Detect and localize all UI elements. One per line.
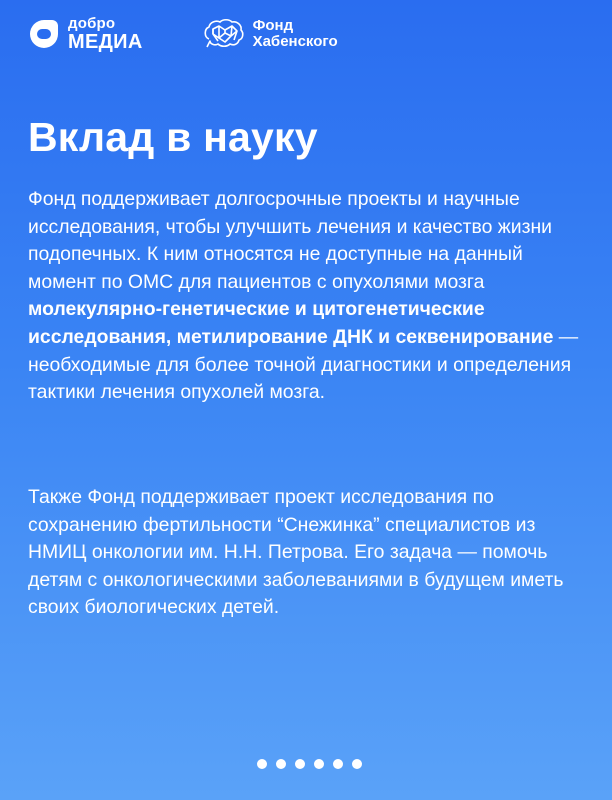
pagination-dot[interactable] — [276, 759, 286, 769]
brain-icon — [201, 17, 245, 51]
paragraph-1-text-after: — необходимые для более точной диагностики и определения тактики лечения опухолей мозга. — [28, 325, 579, 404]
pagination-dot[interactable] — [352, 759, 362, 769]
pagination-dot[interactable] — [314, 759, 324, 769]
fund-logo-line1: Фонд — [252, 17, 294, 35]
dobro-media-icon — [28, 18, 60, 50]
pagination-dot[interactable] — [333, 759, 343, 769]
pagination-dot[interactable] — [295, 759, 305, 769]
dobro-media-logo — [28, 16, 143, 52]
paragraph-1-text-before: Фонд поддерживает долгосрочные проекты и научные исследования, чтобы улучшить лечения и качество жизни подопечных. К ним относятся не доступные на данный момент по ОМС для пациентов с опухолями мозга — [28, 188, 553, 293]
paragraph-2: Также Фонд поддерживает проект исследования по сохранению фертильности “Снежинка” специалистов из НМИЦ онкологии им. Н.Н. Петрова. Его задача — помочь детям с онкологическими заболеваниями в будущем иметь своих биологических детей. — [28, 486, 564, 619]
paragraph-1-bold: молекулярно-генетические и цитогенетические исследования, метилирование ДНК и секвенирование — [28, 298, 554, 348]
dobro-logo-line2: МЕДИА — [68, 31, 143, 53]
khabensky-fund-logo — [201, 17, 338, 51]
pagination-dot[interactable] — [257, 759, 267, 769]
paragraph-1 — [28, 186, 588, 407]
header-logos — [28, 16, 338, 52]
slide-title: Вклад в науку — [28, 114, 318, 160]
pagination-dots — [257, 759, 362, 769]
fund-logo-line2: Хабенского — [252, 33, 338, 50]
dobro-logo-line1: добро — [68, 15, 116, 32]
